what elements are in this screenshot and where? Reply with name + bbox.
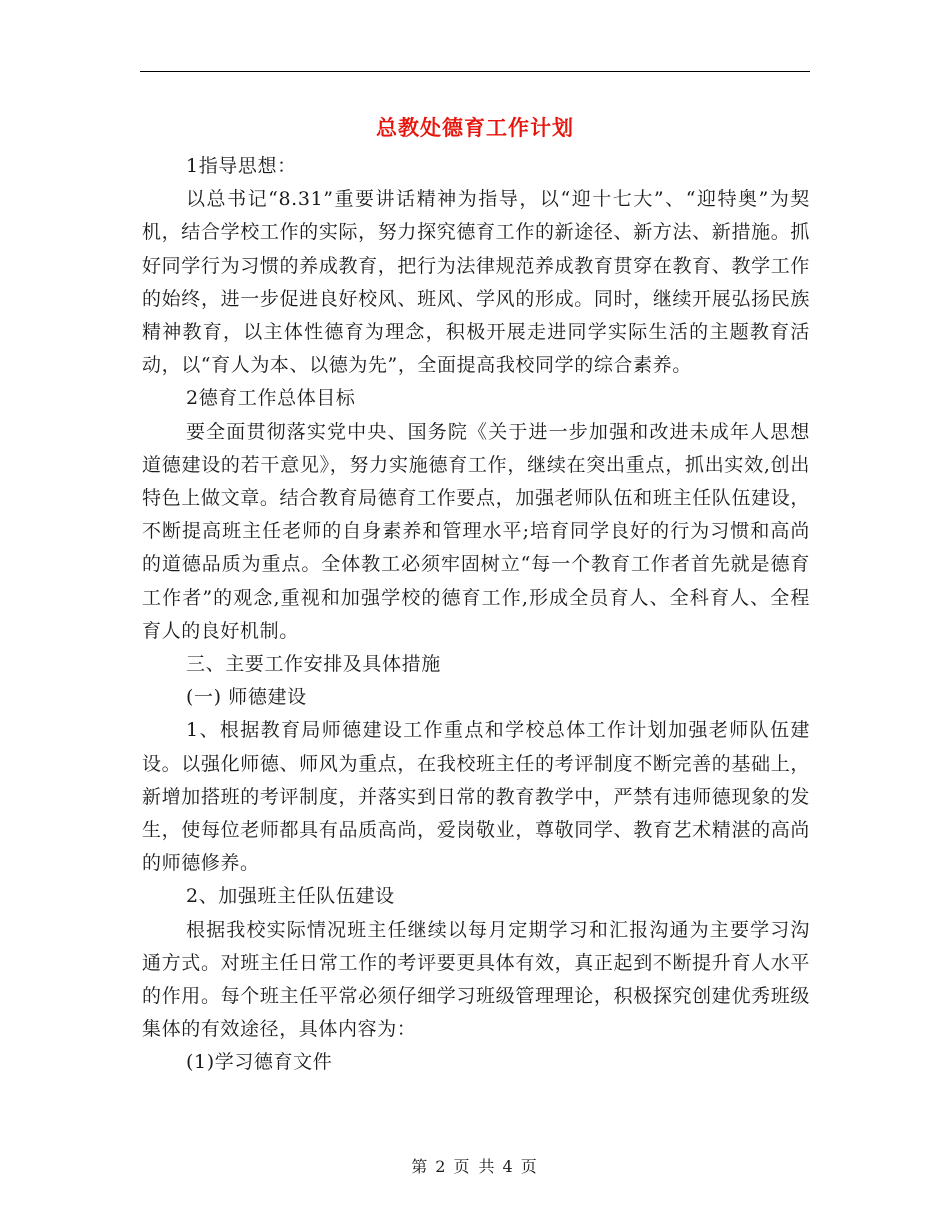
- heading-main-arrangements: 三、主要工作安排及具体措施: [186, 653, 441, 676]
- footer-suffix: 页: [520, 1157, 539, 1176]
- paragraph-head-teacher-team: 根据我校实际情况班主任继续以每月定期学习和汇报沟通为主要学习沟通方式。对班主任日常工作的考评要更具体有效，真正起到不断提升育人水平的作用。每个班主任平常必须仔细学习班级管理理论，积极探究创建优秀班级集体的有效途径，具体内容为：: [142, 918, 810, 1041]
- header-rule: [140, 71, 810, 72]
- paragraph-teacher-ethics: 1、根据教育局师德建设工作重点和学校总体工作计划加强老师队伍建设。以强化师德、师风为重点，在我校班主任的考评制度不断完善的基础上，新增加搭班的考评制度，并落实到日常的教育教学中，严禁有违师德现象的发生，使每位老师都具有品质高尚，爱岗敬业，尊敬同学、教育艺术精湛的高尚的师德修养。: [142, 719, 810, 875]
- footer-prefix: 第: [411, 1157, 430, 1176]
- list-item-study-documents: (1)学习德育文件: [186, 1051, 333, 1074]
- footer-current-page: 2: [435, 1157, 448, 1176]
- heading-overall-goal: 2德育工作总体目标: [186, 387, 356, 410]
- document-body: [142, 150, 810, 1080]
- footer-total-pages: 4: [502, 1157, 515, 1176]
- paragraph-overall-goal: 要全面贯彻落实党中央、国务院《关于进一步加强和改进未成年人思想道德建设的若干意见》，努力实施德育工作，继续在突出重点，抓出实效,创出特色上做文章。结合教育局德育工作要点，加强老师队伍和班主任队伍建设，不断提高班主任老师的自身素养和管理水平;培育同学良好的行为习惯和高尚的道德品质为重点。全体教工必须牢固树立“每一个教育工作者首先就是德育工作者”的观念,重视和加强学校的德育工作,形成全员育人、全科育人、全程育人的良好机制。: [142, 420, 810, 642]
- heading-guiding-ideology: 1指导思想：: [186, 155, 297, 177]
- heading-teacher-ethics: (一) 师德建设: [186, 686, 307, 709]
- document-title: 总教处德育工作计划: [376, 115, 574, 140]
- footer-mid: 页 共: [453, 1157, 497, 1176]
- heading-head-teacher-team: 2、加强班主任队伍建设: [186, 885, 395, 908]
- paragraph-guiding-ideology: 以总书记“8.31”重要讲话精神为指导，以“迎十七大”、“迎特奥”为契机，结合学校工作的实际，努力探究德育工作的新途径、新方法、新措施。抓好同学行为习惯的养成教育，把行为法律规范养成教育贯穿在教育、教学工作的始终，进一步促进良好校风、班风、学风的形成。同时，继续开展弘扬民族精神教育，以主体性德育为理念，积极开展走进同学实际生活的主题教育活动，以“育人为本、以德为先”，全面提高我校同学的综合素养。: [142, 188, 810, 377]
- page-number-footer: [0, 1154, 950, 1177]
